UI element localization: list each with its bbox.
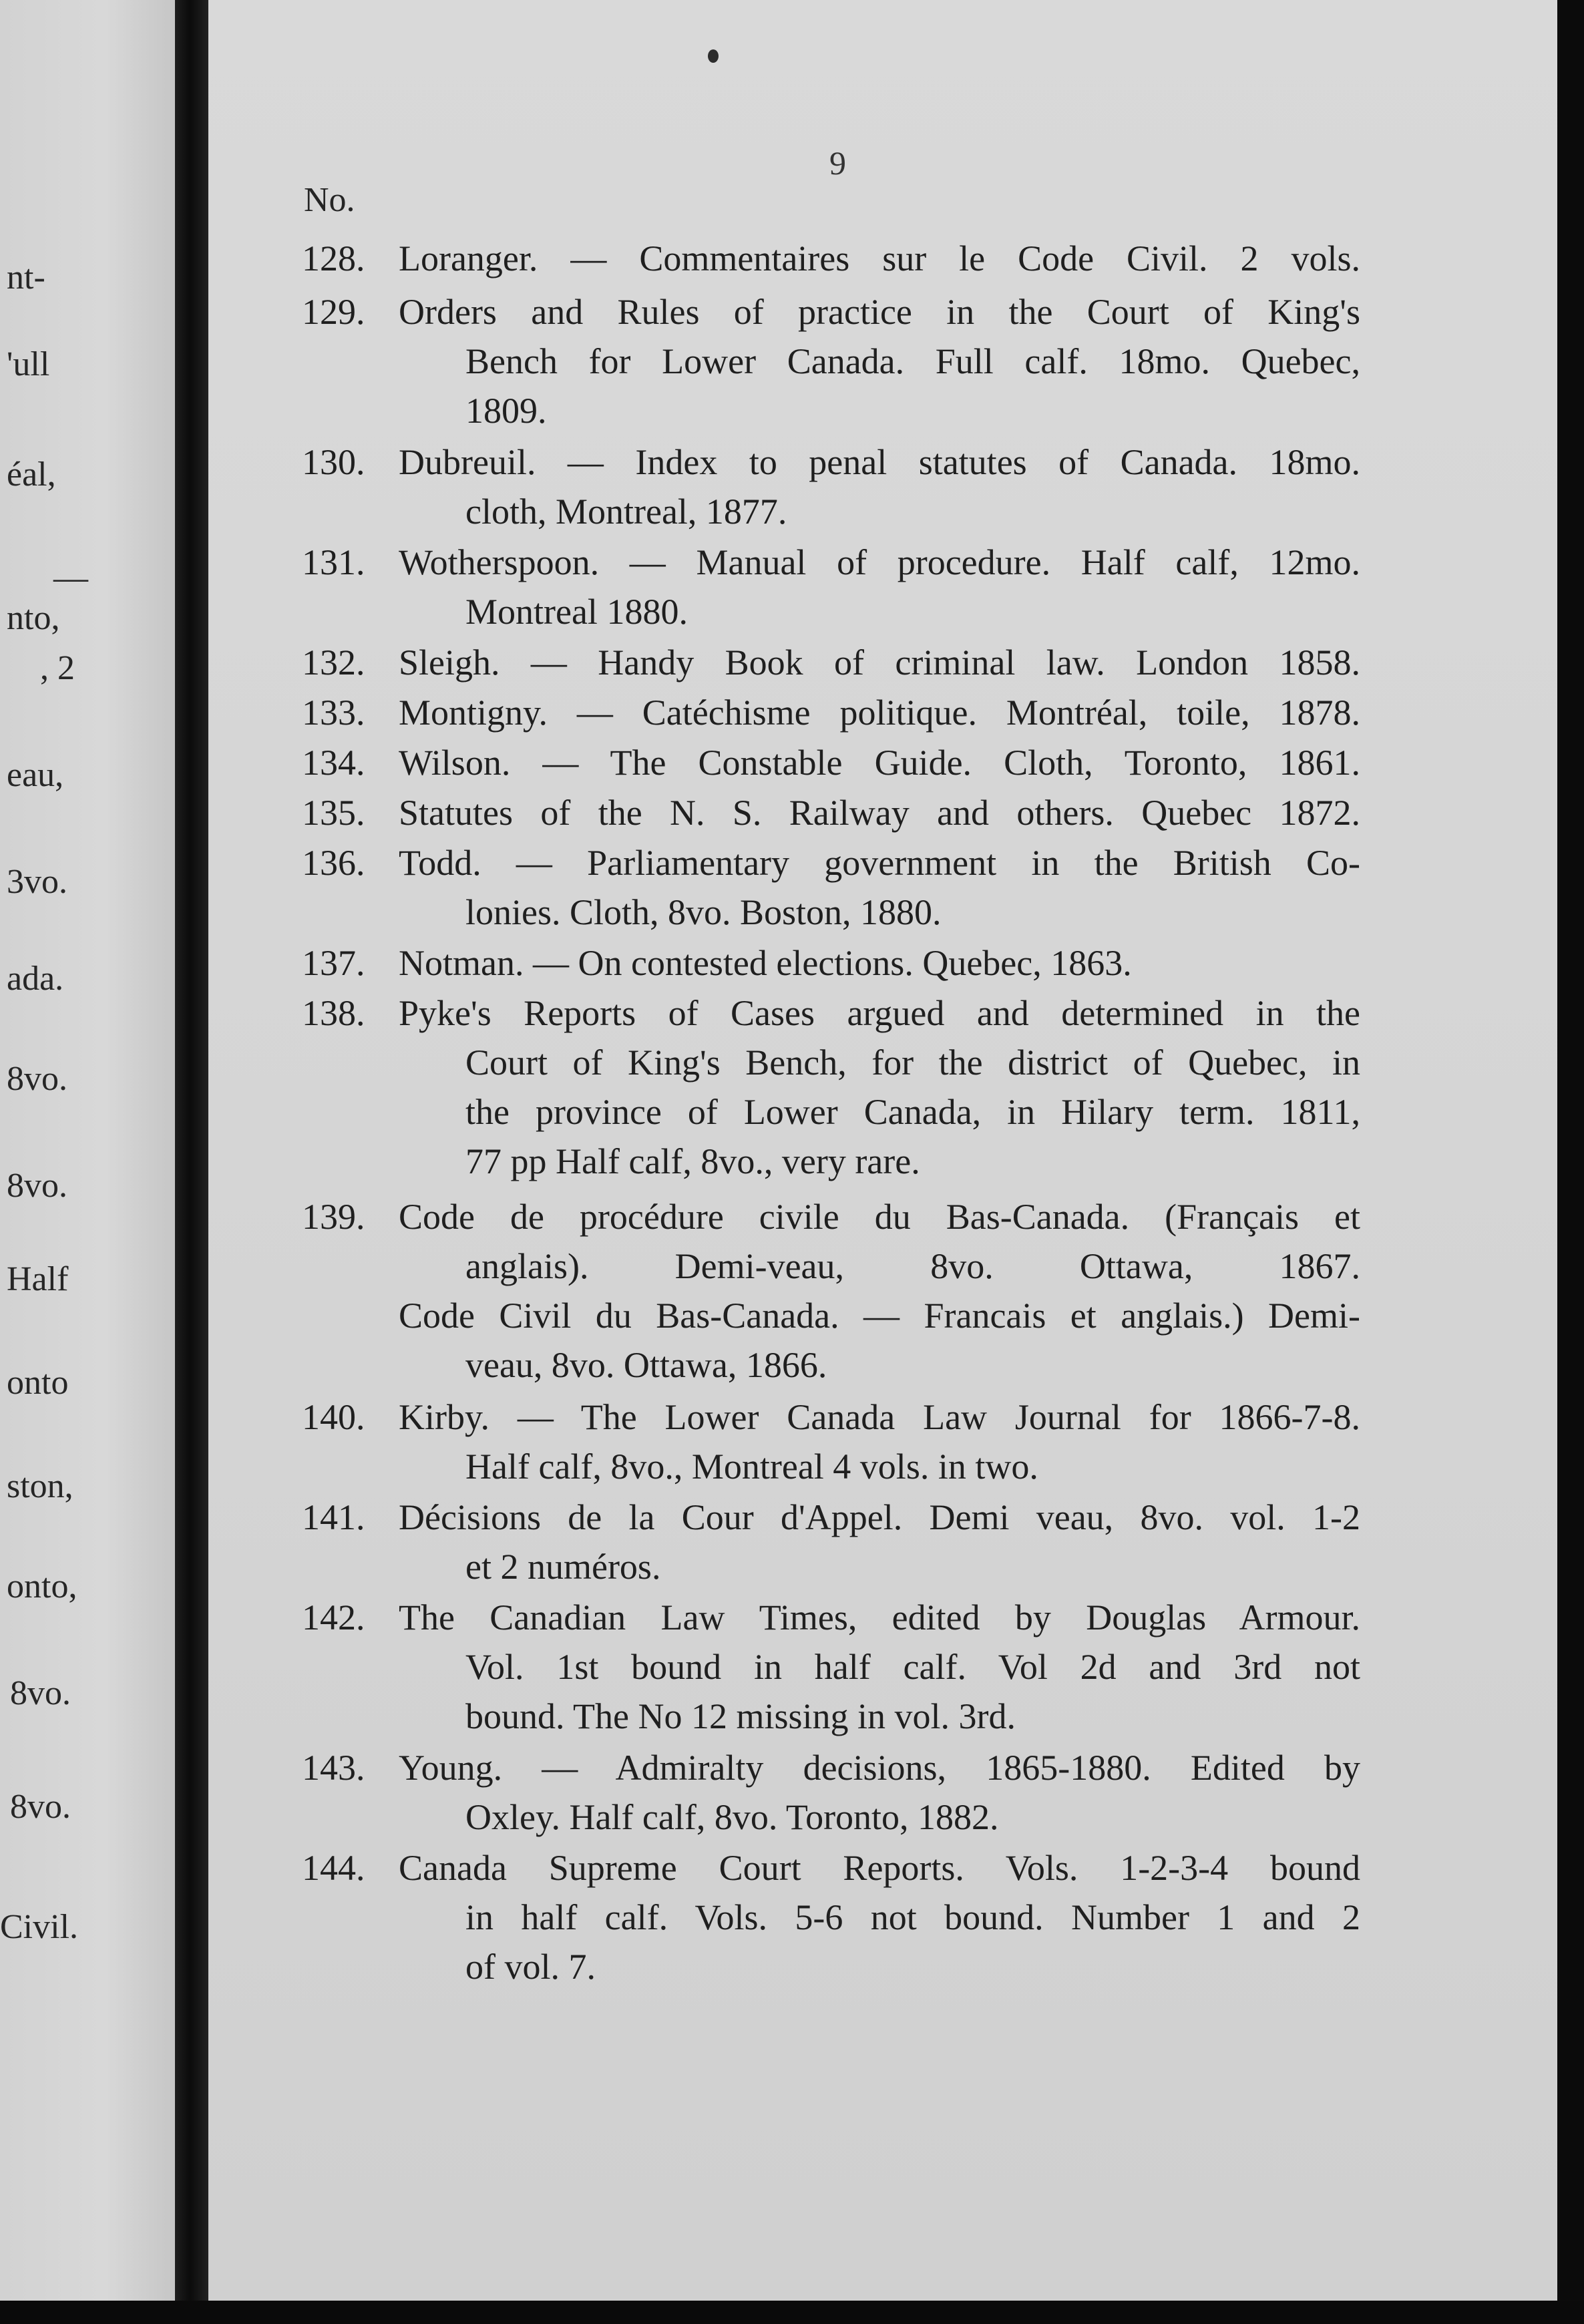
entry-text-line: Montigny. — Catéchisme politique. Montréal, toile, 1878. bbox=[399, 693, 1360, 733]
entry-number: 135. bbox=[302, 793, 365, 833]
entry-text-line: Half calf, 8vo., Montreal 4 vols. in two. bbox=[465, 1446, 1038, 1487]
entry-number: 138. bbox=[302, 993, 365, 1033]
entry-number: 134. bbox=[302, 743, 365, 783]
page-number: 9 bbox=[829, 144, 846, 182]
entry-text-line: Wilson. — The Constable Guide. Cloth, Toronto, 1861. bbox=[399, 743, 1360, 783]
book-gutter bbox=[175, 0, 208, 2301]
entry-text-line: Code de procédure civile du Bas-Canada. (Français et bbox=[399, 1197, 1360, 1237]
entry-text-line: Montreal 1880. bbox=[465, 592, 688, 632]
entry-text-line: Kirby. — The Lower Canada Law Journal for 1866-7-8. bbox=[399, 1397, 1360, 1437]
entry-text-line: 77 pp Half calf, 8vo., very rare. bbox=[465, 1141, 920, 1181]
entry-text-line: Bench for Lower Canada. Full calf. 18mo. Quebec, bbox=[465, 341, 1360, 381]
entry-number: 136. bbox=[302, 843, 365, 883]
entry-text-line: 1809. bbox=[465, 391, 547, 431]
entry-text-line: The Canadian Law Times, edited by Douglas Armour. bbox=[399, 1597, 1360, 1637]
entry-text-line: Décisions de la Cour d'Appel. Demi veau, 8vo. vol. 1-2 bbox=[399, 1497, 1360, 1537]
left-page-fragment: 8vo. bbox=[7, 1167, 67, 1205]
left-page-fragment: 8vo. bbox=[7, 1060, 67, 1098]
left-page-fragment: ada. bbox=[7, 960, 64, 998]
entry-text-line: Code Civil du Bas-Canada. — Francais et anglais.) Demi- bbox=[399, 1296, 1360, 1336]
entry-text-line: Statutes of the N. S. Railway and others. Quebec 1872. bbox=[399, 793, 1360, 833]
left-page-fragment: nt- bbox=[7, 258, 45, 297]
entry-text-line: Notman. — On contested elections. Quebec, 1863. bbox=[399, 943, 1132, 983]
entry-text-line: Canada Supreme Court Reports. Vols. 1-2-3-4 bound bbox=[399, 1848, 1360, 1888]
column-header: No. bbox=[304, 181, 355, 219]
document-page bbox=[208, 0, 1557, 2301]
entry-text-line: in half calf. Vols. 5-6 not bound. Number 1 and 2 bbox=[465, 1897, 1360, 1937]
entry-text-line: of vol. 7. bbox=[465, 1947, 596, 1987]
entry-text-line: the province of Lower Canada, in Hilary term. 1811, bbox=[465, 1092, 1360, 1132]
left-page-fragment: 8vo. bbox=[10, 1674, 71, 1712]
entry-text-line: cloth, Montreal, 1877. bbox=[465, 492, 787, 532]
entry-text-line: lonies. Cloth, 8vo. Boston, 1880. bbox=[465, 892, 942, 932]
left-page-edge bbox=[0, 0, 175, 2301]
entry-number: 143. bbox=[302, 1748, 365, 1788]
entry-number: 133. bbox=[302, 693, 365, 733]
entry-text-line: et 2 numéros. bbox=[465, 1547, 661, 1587]
entry-text-line: Sleigh. — Handy Book of criminal law. London 1858. bbox=[399, 642, 1360, 683]
scan-bottom-edge bbox=[0, 2301, 1584, 2324]
left-page-fragment: éal, bbox=[7, 455, 56, 494]
left-page-fragment: eau, bbox=[7, 756, 64, 794]
left-page-fragment: — bbox=[53, 559, 88, 597]
entry-text-line: Young. — Admiralty decisions, 1865-1880. Edited by bbox=[399, 1748, 1360, 1788]
ink-spot bbox=[708, 49, 719, 63]
left-page-fragment: 'ull bbox=[7, 345, 50, 383]
entry-number: 142. bbox=[302, 1597, 365, 1637]
entry-text-line: bound. The No 12 missing in vol. 3rd. bbox=[465, 1696, 1016, 1736]
entry-number: 140. bbox=[302, 1397, 365, 1437]
entry-number: 130. bbox=[302, 442, 365, 482]
entry-text-line: Oxley. Half calf, 8vo. Toronto, 1882. bbox=[465, 1797, 999, 1837]
entry-text-line: anglais). Demi-veau, 8vo. Ottawa, 1867. bbox=[465, 1246, 1360, 1286]
entry-number: 128. bbox=[302, 238, 365, 278]
entry-text-line: Dubreuil. — Index to penal statutes of Canada. 18mo. bbox=[399, 442, 1360, 482]
left-page-fragment: Civil. bbox=[0, 1908, 79, 1946]
entry-text-line: Vol. 1st bound in half calf. Vol 2d and 3rd not bbox=[465, 1647, 1360, 1687]
entry-text-line: Pyke's Reports of Cases argued and determined in the bbox=[399, 993, 1360, 1033]
left-page-fragment: onto bbox=[7, 1364, 69, 1402]
left-page-fragment: 3vo. bbox=[7, 863, 67, 901]
left-page-fragment: 8vo. bbox=[10, 1788, 71, 1826]
entry-number: 129. bbox=[302, 292, 365, 332]
entry-number: 139. bbox=[302, 1197, 365, 1237]
left-page-fragment: , 2 bbox=[40, 649, 75, 687]
entry-number: 131. bbox=[302, 542, 365, 582]
entry-text-line: Court of King's Bench, for the district of Quebec, in bbox=[465, 1042, 1360, 1083]
entry-text-line: Orders and Rules of practice in the Court of King's bbox=[399, 292, 1360, 332]
entry-number: 132. bbox=[302, 642, 365, 683]
entry-text-line: Todd. — Parliamentary government in the British Co- bbox=[399, 843, 1360, 883]
entry-text-line: veau, 8vo. Ottawa, 1866. bbox=[465, 1345, 827, 1385]
left-page-fragment: Half bbox=[7, 1260, 69, 1298]
entry-text-line: Wotherspoon. — Manual of procedure. Half calf, 12mo. bbox=[399, 542, 1360, 582]
entry-number: 144. bbox=[302, 1848, 365, 1888]
entry-text-line: Loranger. — Commentaires sur le Code Civil. 2 vols. bbox=[399, 238, 1360, 278]
left-page-fragment: onto, bbox=[7, 1567, 77, 1605]
left-page-fragment: ston, bbox=[7, 1467, 73, 1505]
left-page-fragment: nto, bbox=[7, 599, 60, 637]
entry-number: 137. bbox=[302, 943, 365, 983]
entry-number: 141. bbox=[302, 1497, 365, 1537]
